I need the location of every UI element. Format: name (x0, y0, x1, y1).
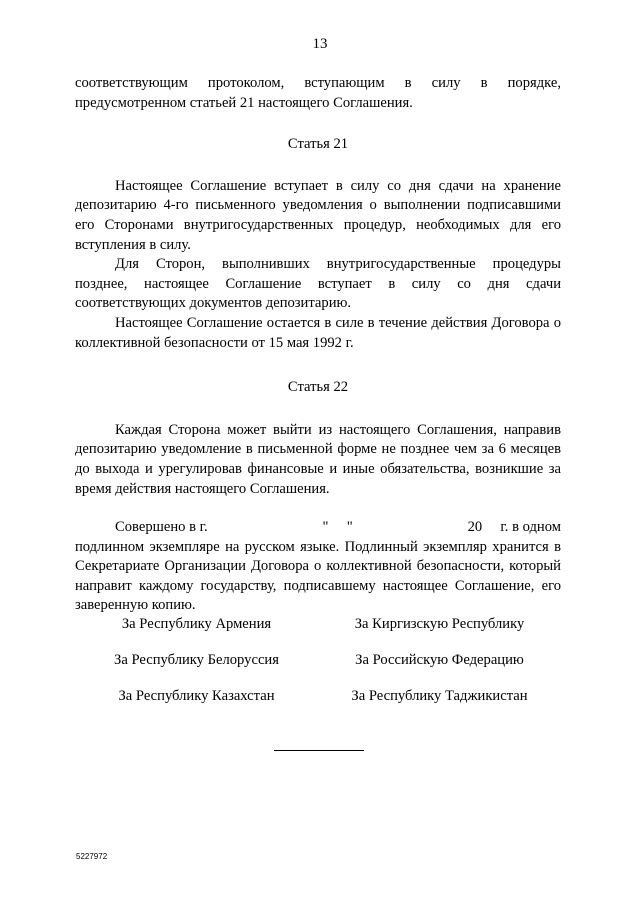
done-date-quotes: " " (322, 519, 353, 536)
signature-russia: За Российскую Федерацию (355, 652, 524, 668)
document-body (75, 74, 561, 616)
signature-kyrgyzstan: За Киргизскую Республику (354, 616, 525, 632)
signature-row (75, 615, 561, 651)
page-number: 13 (312, 36, 328, 52)
done-paragraph (75, 518, 561, 616)
signature-kazakhstan: За Республику Казахстан (118, 688, 275, 704)
signature-row (75, 687, 561, 723)
done-first-line (75, 518, 561, 538)
done-rest: подлинном экземпляре на русском языке. Подлинный экземпляр хранится в Секретариате Организации Договора о коллективной безопасности, который направит каждому государству, подписавшему настоящее Соглашение, его заверенную копию. (75, 538, 561, 614)
intro-paragraph: соответствующим протоколом, вступающим в силу в порядке, предусмотренном статьей 21 настоящего Соглашения. (75, 75, 561, 111)
article-21-paragraph-3: Настоящее Соглашение остается в силе в течение действия Договора о коллективной безопасности от 15 мая 1992 г. (75, 314, 561, 351)
signature-belarus: За Республику Белоруссия (114, 652, 279, 668)
done-place: Совершено в г. (115, 519, 208, 536)
article-21-paragraph-2: Для Сторон, выполнивших внутригосударственные процедуры позднее, настоящее Соглашение вступает в силу со дня сдачи соответствующих документов депозитарию. (75, 256, 561, 312)
signature-row (75, 651, 561, 687)
closing-rule (274, 750, 364, 751)
document-code: 5227972 (76, 852, 108, 861)
article-22-paragraph-1: Каждая Сторона может выйти из настоящего Соглашения, направив депозитарию уведомление в письменной форме не позднее чем за 6 месяцев до выхода и урегулировав финансовые и иные обязательства, возникшие за время действия настоящего Соглашения. (75, 421, 561, 497)
article-22-heading: Статья 22 (287, 379, 349, 396)
signature-tajikistan: За Республику Таджикистан (351, 688, 528, 704)
signature-armenia: За Республику Армения (121, 616, 272, 632)
article-21-paragraph-1: Настоящее Соглашение вступает в силу со дня сдачи на хранение депозитарию 4-го письменного уведомления о выполнении подписавшими его Сторонами внутригосударственных процедур, необходимых для его вступления в силу. (75, 177, 561, 253)
signature-block (75, 615, 561, 723)
article-21-heading: Статья 21 (287, 136, 349, 153)
done-year: 20 г. в одном (467, 519, 561, 536)
